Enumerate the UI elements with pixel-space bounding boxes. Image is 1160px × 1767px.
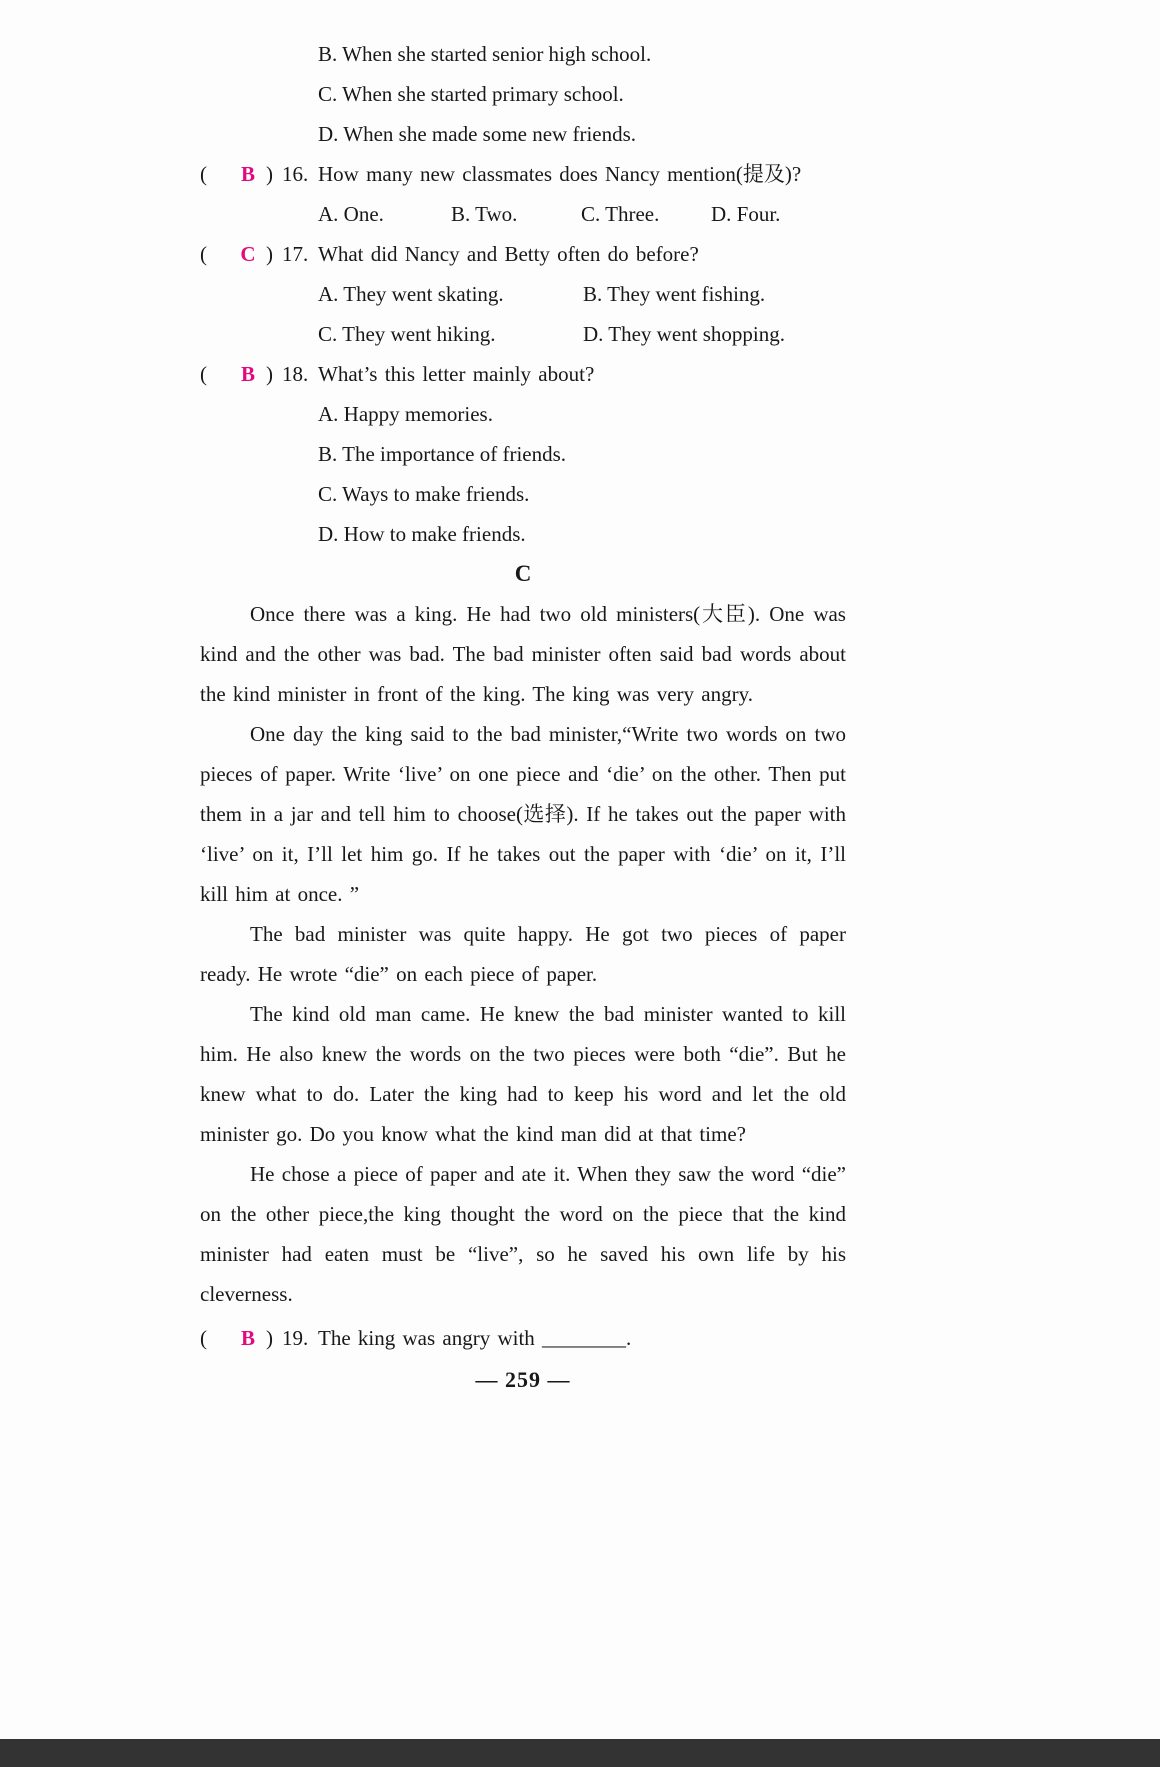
answer-option: D. How to make friends. xyxy=(318,522,526,546)
paren-close: ) xyxy=(266,362,273,386)
answer-letter: B xyxy=(240,162,255,186)
answer-blank xyxy=(200,154,318,194)
question-19 xyxy=(200,1318,846,1358)
answer-letter: C xyxy=(240,242,256,266)
options-list xyxy=(318,394,846,554)
paragraph: The bad minister was quite happy. He got two pieces of paper ready. He wrote “die” on each piece of paper. xyxy=(200,922,846,986)
answer-option: C. They went hiking. xyxy=(318,322,496,346)
question-number: 19. xyxy=(282,1326,309,1350)
page-number: — 259 — xyxy=(475,1367,571,1392)
paren-open: ( xyxy=(200,1326,207,1350)
answer-option: D. When she made some new friends. xyxy=(318,122,637,146)
question-number: 17. xyxy=(282,242,309,266)
question-number: 18. xyxy=(282,362,309,386)
answer-letter: B xyxy=(240,362,255,386)
paragraph: The kind old man came. He knew the bad minister wanted to kill him. He also knew the words on the two pieces were both “die”. But he knew what to do. Later the king had to keep his word and let the old minister go. Do you know what the kind man did at that time? xyxy=(200,1002,846,1146)
question-head xyxy=(200,154,846,194)
answer-option: C. Ways to make friends. xyxy=(318,482,530,506)
answer-option: C. Three. xyxy=(581,202,660,226)
question-text: How many new classmates does Nancy mention(提及)? xyxy=(318,162,802,186)
options-row xyxy=(318,194,846,234)
answer-option: B. The importance of friends. xyxy=(318,442,567,466)
paragraph: One day the king said to the bad minister,“Write two words on two pieces of paper. Write ‘live’ on one piece and ‘die’ on the other. Then put them in a jar and tell him to choose(选择). If he takes out the paper with ‘live’ on it, I’ll let him go. If he takes out the paper with ‘die’ on it, I’ll kill him at once. ” xyxy=(200,722,846,906)
prev-question-options xyxy=(200,34,846,154)
paragraph: He chose a piece of paper and ate it. When they saw the word “die” on the other piece,the king thought the word on the piece that the kind minister had eaten must be “live”, so he saved his own life by his cleverness. xyxy=(200,1162,846,1306)
answer-option: A. Happy memories. xyxy=(318,402,493,426)
answer-blank xyxy=(200,354,318,394)
footer-bar xyxy=(0,1739,1160,1767)
paren-open: ( xyxy=(200,362,207,386)
answer-option: A. One. xyxy=(318,202,384,226)
answer-option: D. They went shopping. xyxy=(583,322,786,346)
answer-blank xyxy=(200,1318,318,1358)
paren-open: ( xyxy=(200,242,207,266)
answer-option: C. When she started primary school. xyxy=(318,82,624,106)
question-18 xyxy=(200,354,846,554)
answer-option: A. They went skating. xyxy=(318,282,504,306)
question-head xyxy=(200,354,846,394)
paragraph: Once there was a king. He had two old ministers(大臣). One was kind and the other was bad. The bad minister often said bad words about the kind minister in front of the king. The king was very angry. xyxy=(200,602,846,706)
question-17 xyxy=(200,234,846,354)
options-grid xyxy=(318,274,846,354)
paren-close: ) xyxy=(266,162,273,186)
answer-option: D. Four. xyxy=(711,202,781,226)
question-head xyxy=(200,234,846,274)
question-text: The king was angry with ________. xyxy=(318,1326,632,1350)
answer-option: B. They went fishing. xyxy=(583,282,766,306)
answer-blank xyxy=(200,234,318,274)
section-heading: C xyxy=(514,561,532,586)
question-16 xyxy=(200,154,846,234)
answer-option: B. When she started senior high school. xyxy=(318,42,652,66)
answer-letter: B xyxy=(240,1326,255,1350)
question-text: What’s this letter mainly about? xyxy=(318,362,595,386)
paren-open: ( xyxy=(200,162,207,186)
answer-option: B. Two. xyxy=(451,202,518,226)
paren-close: ) xyxy=(266,242,273,266)
paren-close: ) xyxy=(266,1326,273,1350)
page-content xyxy=(200,34,846,1400)
question-text: What did Nancy and Betty often do before? xyxy=(318,242,699,266)
question-number: 16. xyxy=(282,162,309,186)
